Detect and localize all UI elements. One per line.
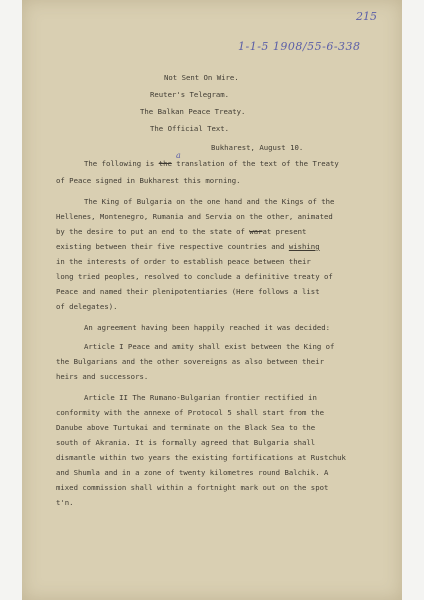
paragraph-2-line-4: existing between their five respective countries and wishing — [56, 242, 320, 251]
header-subtitle: The Official Text. — [150, 124, 230, 133]
article-1-line-1: Article I Peace and amity shall exist between the King of — [84, 342, 335, 351]
paragraph-2-line-7: Peace and named their plenipotentiaries (Here follows a list — [56, 287, 320, 296]
paragraph-1-line-1: The following is the translation of the text of the Treaty — [84, 159, 339, 168]
article-2-line-3: Danube above Turtukai and terminate on the Black Sea to the — [56, 423, 316, 432]
article-1-line-3: heirs and successors. — [56, 372, 149, 381]
dateline: Bukharest, August 10. — [211, 143, 304, 152]
header-source: Reuter's Telegram. — [150, 90, 230, 99]
article-2-line-7: mixed commission shall within a fortnight mark out on the spot — [56, 483, 329, 492]
article-2-line-2: conformity with the annexe of Protocol 5 shall start from the — [56, 408, 324, 417]
paragraph-2-line-3: by the desire to put an end to the state of warat present — [56, 227, 307, 236]
header-not-sent: Not Sent On Wire. — [164, 73, 239, 82]
handwritten-insert: a — [176, 151, 181, 160]
underlined-word: wishing — [288, 242, 320, 251]
struck-word: the — [158, 159, 172, 168]
paragraph-2-line-1: The King of Bulgaria on the one hand and the Kings of the — [84, 197, 335, 206]
paragraph-2-line-5: in the interests of order to establish peace between their — [56, 257, 311, 266]
article-2-line-5: dismantle within two years the existing fortifications at Rustchuk — [56, 453, 346, 462]
struck-word: war — [249, 227, 263, 236]
header-title: The Balkan Peace Treaty. — [140, 107, 246, 116]
page-number-annotation: 215 — [356, 10, 377, 23]
article-2-line-4: south of Akrania. It is formally agreed that Bulgaria shall — [56, 438, 316, 447]
article-2-line-1: Article II The Rumano-Bulgarian frontier rectified in — [84, 393, 317, 402]
article-1-line-2: the Bulgarians and the other sovereigns as also between their — [56, 357, 324, 366]
article-2-line-8: t'n. — [56, 498, 74, 507]
archive-reference-annotation: 1-1-5 1908/55-6-338 — [238, 40, 361, 53]
paragraph-2-line-8: of delegates). — [56, 302, 118, 311]
article-2-line-6: and Shumla and in a zone of twenty kilometres round Balchik. A — [56, 468, 329, 477]
paragraph-2-line-6: long tried peoples, resolved to conclude a definitive treaty of — [56, 272, 333, 281]
paragraph-1-line-2: of Peace signed in Bukharest this morning. — [56, 176, 241, 185]
paragraph-2-line-2: Hellenes, Montenegro, Rumania and Servia on the other, animated — [56, 212, 333, 221]
paragraph-3: An agreement having been happily reached it was decided: — [84, 323, 331, 332]
